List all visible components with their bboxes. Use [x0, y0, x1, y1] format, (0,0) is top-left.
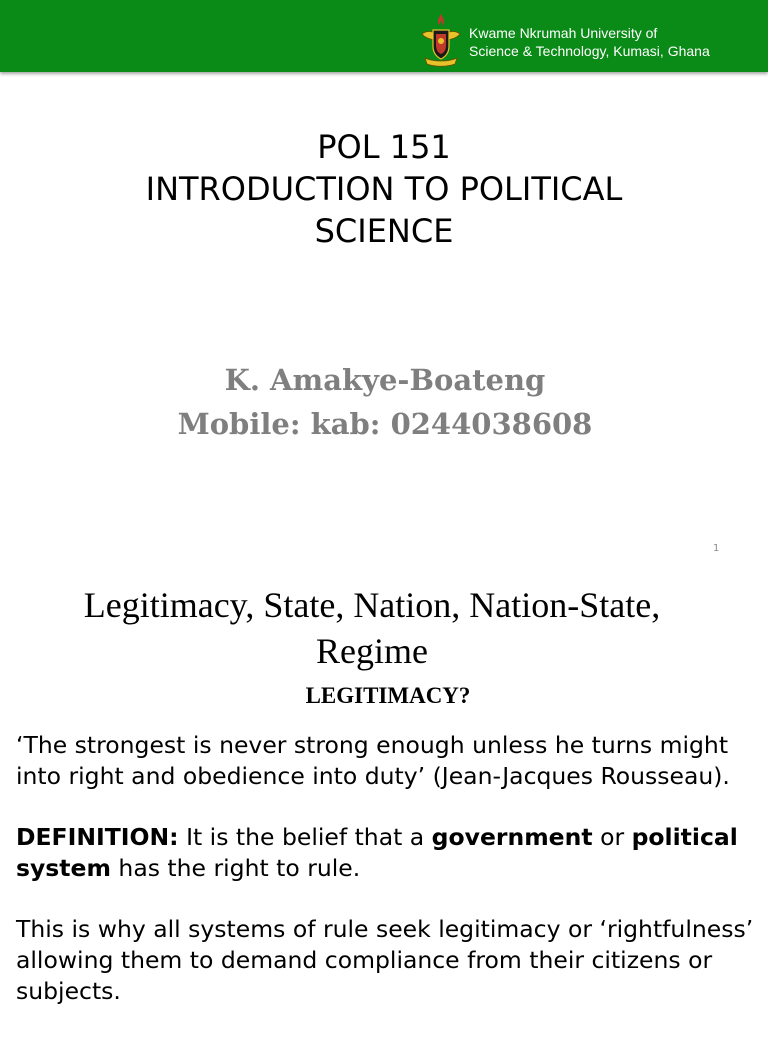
- definition-label: DEFINITION:: [16, 823, 179, 851]
- course-title-line-3: SCIENCE: [314, 212, 454, 250]
- definition-text-c: has the right to rule.: [110, 854, 361, 882]
- course-title-line-2: INTRODUCTION TO POLITICAL: [145, 170, 623, 208]
- author-mobile: Mobile: kab: 0244038608: [177, 407, 593, 441]
- institution-line-2: Science & Technology, Kumasi, Ghana: [469, 43, 710, 59]
- header-bar: [0, 0, 768, 72]
- university-crest-icon: [419, 12, 463, 68]
- author-name: K. Amakye-Boateng: [224, 363, 546, 397]
- definition-term-government: government: [431, 823, 593, 851]
- slide-2-title-line-2: Regime: [316, 631, 428, 671]
- rousseau-quote: ‘The strongest is never strong enough unless he turns might into right and obedience into duty’ (Jean-Jacques Rousseau).: [16, 731, 730, 790]
- institution-name: [469, 24, 710, 60]
- slide-2-body: [16, 730, 760, 1037]
- institution-line-1: Kwame Nkrumah University of: [469, 25, 658, 41]
- definition-text-a: It is the belief that a: [178, 823, 432, 851]
- slide-number: 1: [713, 543, 720, 554]
- definition-paragraph: [16, 822, 760, 884]
- legitimacy-subheading: LEGITIMACY?: [305, 683, 471, 708]
- definition-text-b: or: [592, 823, 632, 851]
- slide-2-title: [0, 582, 744, 674]
- course-title-line-1: POL 151: [317, 128, 451, 166]
- slide-2-title-line-1: Legitimacy, State, Nation, Nation-State,: [83, 585, 661, 625]
- author-block: [0, 358, 768, 446]
- definition-term-political-system: political system: [16, 823, 738, 882]
- legitimacy-paragraph: This is why all systems of rule seek legitimacy or ‘rightfulness’ allowing them to demand compliance from their citizens or subjects.: [16, 915, 754, 1005]
- course-title: [0, 126, 768, 252]
